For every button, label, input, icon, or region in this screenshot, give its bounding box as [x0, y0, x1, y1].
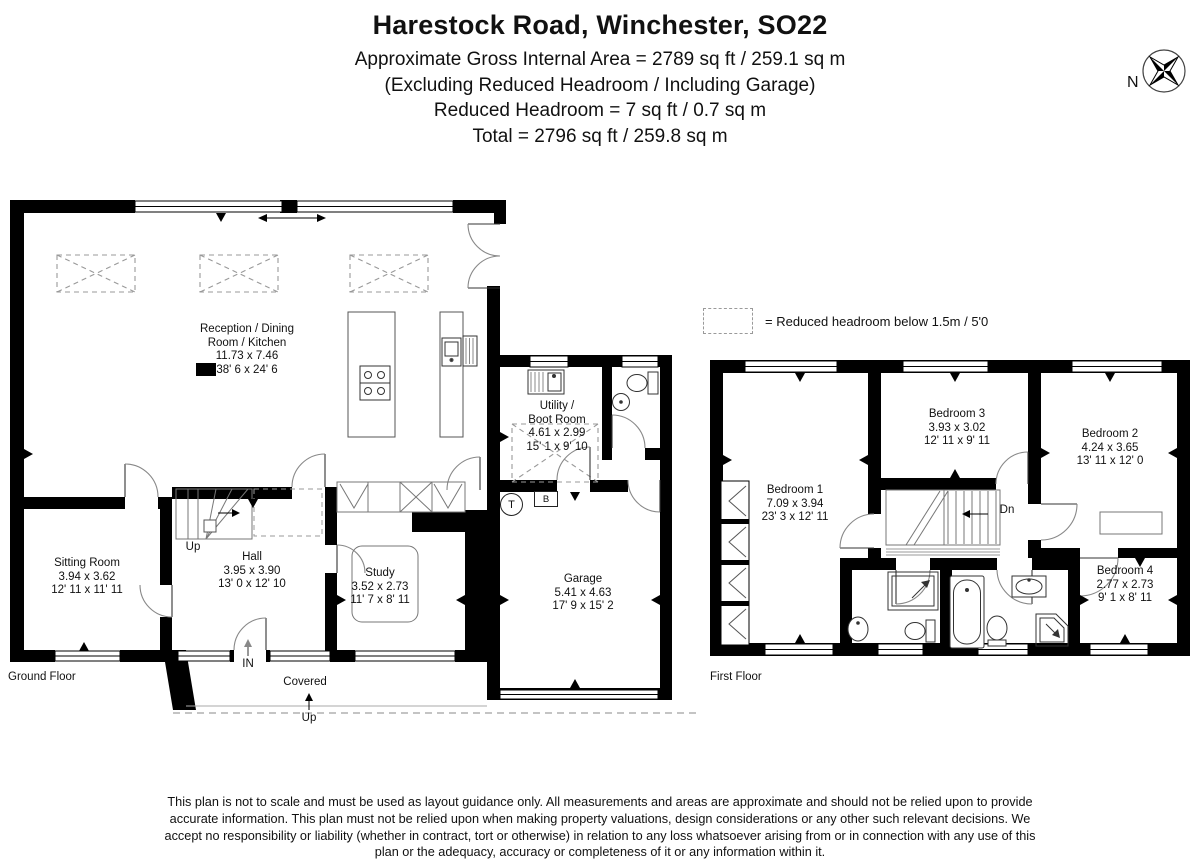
hob-icon [360, 366, 390, 400]
ground-floor-label: Ground Floor [8, 671, 76, 683]
page-title: Harestock Road, Winchester, SO22 [372, 10, 828, 40]
ground-walls [10, 200, 672, 710]
reduced-headroom-line: Reduced Headroom = 7 sq ft / 0.7 sq m [433, 100, 767, 121]
compass-icon [1143, 50, 1185, 92]
room-label-utility: Utility / Boot Room 4.61 x 2.99 15' 1 x 9' 10 [526, 400, 588, 453]
sliding-door-arrow-icon [258, 214, 326, 222]
total-line: Total = 2796 sq ft / 259.8 sq m [472, 125, 728, 147]
room-label-bedroom4: Bedroom 4 2.77 x 2.73 9' 1 x 8' 11 [1096, 565, 1154, 604]
ensuite-toilet-icon [905, 620, 935, 642]
first-floor-label: First Floor [710, 671, 762, 683]
bath-icon [950, 576, 984, 648]
hall-closets [337, 482, 465, 512]
entrance-arrow-icon [244, 639, 252, 656]
disclaimer-text: This plan is not to scale and must be used as layout guidance only. All measurements and areas are approximate and should not be relied upon to provide accurate information. This plan must not be relied upon when making property valuations, design considerations or any other such relevant decisions. We accept no responsibility or liability (whether in contract, tort or otherwise) in relation to any loss whatsoever arising from or in connection with any use of this plan or the adequacy, accuracy or completeness of it or any information within it. [164, 795, 1036, 860]
room-label-study: Study 3.52 x 2.73 11' 7 x 8' 11 [350, 567, 410, 606]
stairs-up-label: Up [185, 541, 201, 553]
bathroom-toilet-icon [987, 616, 1007, 646]
room-label-garage: Garage 5.41 x 4.63 17' 9 x 15' 2 [552, 573, 614, 612]
first-stairs [886, 490, 1000, 555]
room-label-bedroom1: Bedroom 1 7.09 x 3.94 23' 3 x 12' 11 [761, 484, 829, 523]
tank-symbol: T [500, 493, 523, 516]
ground-floor-plan [10, 200, 700, 713]
room-label-bedroom3: Bedroom 3 3.93 x 3.02 12' 11 x 9' 11 [924, 408, 990, 447]
stairs-down-label: Dn [999, 504, 1015, 516]
legend-reduced-headroom-box [703, 308, 753, 334]
excluding-line: (Excluding Reduced Headroom / Including Garage) [384, 74, 816, 96]
garage-door [500, 690, 658, 699]
appliance-icon [463, 336, 477, 366]
room-label-hall: Hall 3.95 x 3.90 13' 0 x 12' 10 [218, 551, 286, 590]
corner-shower-icon [1036, 614, 1068, 646]
kitchen-island [348, 312, 395, 437]
room-label-reception: Reception / Dining Room / Kitchen 11.73 x 7.46 38' 6 x 24' 6 [200, 323, 294, 376]
legend-reduced-headroom-text: = Reduced headroom below 1.5m / 5'0 [765, 314, 989, 329]
bedroom2-unit [1100, 512, 1162, 534]
compass-north-label: N [1127, 74, 1139, 91]
kitchen-sink-icon [442, 338, 461, 366]
bathroom-basin-icon [1012, 576, 1046, 597]
boiler-symbol: B [534, 491, 558, 507]
kitchen-counter [440, 312, 477, 437]
room-label-sitting-room: Sitting Room 3.94 x 3.62 12' 11 x 11' 11 [51, 557, 123, 596]
entrance-in-label: IN [242, 658, 254, 670]
wc-basin-icon [613, 394, 630, 411]
ensuite-basin-icon [848, 617, 868, 641]
wc-toilet-icon [627, 372, 658, 394]
drive-up-label: Up [301, 712, 317, 724]
room-label-bedroom2: Bedroom 2 4.24 x 3.65 13' 11 x 12' 0 [1076, 428, 1144, 467]
utility-sink-icon [528, 370, 564, 394]
gross-area-line: Approximate Gross Internal Area = 2789 sq ft / 259.1 sq m [354, 49, 846, 70]
covered-label: Covered [283, 676, 327, 688]
skylights [57, 255, 428, 292]
